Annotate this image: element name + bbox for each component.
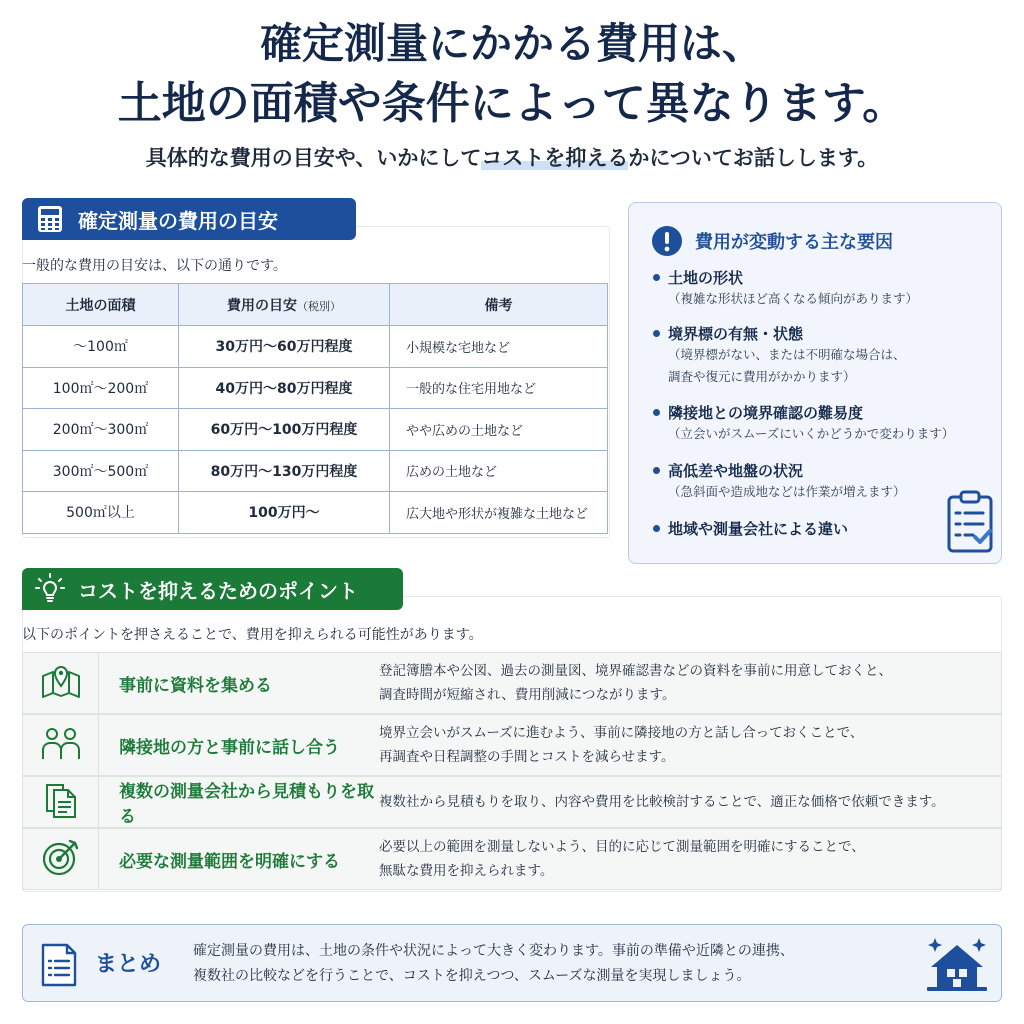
factor-desc-2: 調査や復元に費用がかかります）: [668, 369, 856, 384]
note-cell: 一般的な住宅用地など: [390, 367, 608, 409]
map-pin-icon: [40, 662, 82, 704]
table-row: [23, 326, 608, 368]
area-cell: 200㎡〜300㎡: [23, 409, 179, 451]
subtitle-post: かについてお話しします。: [628, 146, 879, 170]
tip-desc-line1: 境界立会いがスムーズに進むよう、事前に隣接地の方と話し合っておくことで、: [379, 725, 864, 741]
subtitle-pre: 具体的な費用の目安や、いかにして: [145, 146, 482, 170]
tip-row: [22, 776, 1002, 828]
tip-title: 事前に資料を集める: [119, 675, 272, 696]
page-title-line2: 土地の面積や条件によって異なります。: [117, 78, 907, 129]
tip-desc: [379, 659, 1001, 707]
tip-icon-cell: [23, 653, 99, 713]
factor-item: [653, 518, 848, 539]
tips-intro: 以下のポイントを押さえることで、費用を抑えられる可能性があります。: [22, 627, 483, 643]
note-cell: やや広めの土地など: [390, 409, 608, 451]
tip-desc-line2: 調査時間が短縮され、費用削減につながります。: [379, 687, 676, 703]
summary-label: まとめ: [95, 952, 162, 977]
tip-icon-cell: [23, 715, 99, 775]
column-header-cost-label: 費用の目安: [227, 297, 297, 314]
tip-title: 複数の測量会社から見積もりを取る: [119, 782, 374, 827]
factor-title: 土地の形状: [653, 267, 918, 288]
tip-title: 必要な測量範囲を明確にする: [119, 851, 340, 872]
table-row: [23, 409, 608, 451]
cost-intro: 一般的な費用の目安は、以下の通りです。: [22, 258, 287, 274]
factor-title: 隣接地との境界確認の難易度: [653, 402, 954, 423]
area-cell: 100㎡〜200㎡: [23, 367, 179, 409]
summary-text: [193, 939, 913, 989]
tip-desc-line2: 再調査や日程調整の手間とコストを減らせます。: [379, 749, 675, 765]
clipboard-check-icon: [947, 489, 993, 557]
tip-desc: [379, 721, 1001, 769]
people-icon: [40, 725, 82, 765]
factor-title: 境界標の有無・状態: [653, 323, 906, 344]
table-row: [23, 450, 608, 492]
column-header-area: 土地の面積: [23, 284, 179, 326]
factor-item: [653, 323, 906, 388]
subtitle-highlight: コストを抑える: [481, 146, 629, 170]
summary-box: [22, 924, 1002, 1002]
cost-cell: 30万円〜60万円程度: [179, 326, 390, 368]
tips-section-title: コストを抑えるためのポイント: [78, 578, 358, 603]
target-icon: [41, 837, 81, 881]
area-cell: 300㎡〜500㎡: [23, 450, 179, 492]
exclamation-icon: [651, 225, 683, 257]
factor-desc: （立会いがスムーズにいくかどうかで変わります）: [668, 426, 955, 441]
table-header-row: [23, 284, 608, 326]
page-title-line1: 確定測量にかかる費用は、: [259, 19, 764, 68]
tip-desc: 複数社から見積もりを取り、内容や費用を比較検討することで、適正な価格で依頼できます。: [379, 794, 945, 810]
column-header-cost: [179, 284, 390, 326]
tip-row: [22, 828, 1002, 890]
tip-desc-line1: 必要以上の範囲を測量しないよう、目的に応じて測量範囲を明確にすることで、: [379, 839, 865, 855]
note-cell: 広大地や形状が複雑な土地など: [390, 492, 608, 534]
cost-section-title: 確定測量の費用の目安: [78, 208, 278, 233]
column-header-note: 備考: [390, 284, 608, 326]
factor-desc: （複雑な形状ほど高くなる傾向があります）: [668, 291, 919, 306]
note-cell: 小規模な宅地など: [390, 326, 608, 368]
documents-icon: [43, 781, 79, 823]
tip-row: [22, 714, 1002, 776]
factor-title: 地域や測量会社による違い: [653, 518, 848, 539]
area-cell: 500㎡以上: [23, 492, 179, 534]
column-header-tax-note: （税別）: [297, 299, 341, 313]
calculator-icon: [32, 201, 68, 237]
cost-cell: 60万円〜100万円程度: [179, 409, 390, 451]
house-icon: [925, 935, 989, 993]
page-subtitle: [0, 142, 1024, 172]
cost-section-header: [22, 198, 356, 240]
note-cell: 広めの土地など: [390, 450, 608, 492]
cost-cell: 80万円〜130万円程度: [179, 450, 390, 492]
factor-item: [653, 460, 906, 503]
cost-cell: 40万円〜80万円程度: [179, 367, 390, 409]
summary-text-line1: 確定測量の費用は、土地の条件や状況によって大きく変わります。事前の準備や近隣との連携、: [193, 943, 794, 959]
tip-desc: [379, 835, 1001, 883]
cost-factors-panel: [628, 202, 1002, 564]
factor-item: [653, 267, 918, 310]
tip-desc-line2: 無駄な費用を抑えられます。: [379, 863, 554, 879]
cost-cell: 100万円〜: [179, 492, 390, 534]
tip-icon-cell: [23, 777, 99, 827]
tip-icon-cell: [23, 829, 99, 889]
summary-text-line2: 複数社の比較などを行うことで、コストを抑えつつ、スムーズな測量を実現しましょう。: [193, 968, 751, 984]
table-row: [23, 492, 608, 534]
tip-title: 隣接地の方と事前に話し合う: [119, 737, 340, 758]
factor-title: 高低差や地盤の状況: [653, 460, 906, 481]
factor-item: [653, 402, 954, 445]
lightbulb-icon: [32, 571, 68, 607]
factor-desc: （境界標がない、または不明確な場合は、: [668, 347, 906, 362]
factors-title: 費用が変動する主な要因: [695, 232, 893, 253]
factors-title-row: [651, 225, 893, 257]
factor-desc: （急斜面や造成地などは作業が増えます）: [668, 484, 906, 499]
tip-desc-line1: 登記簿謄本や公図、過去の測量図、境界確認書などの資料を事前に用意しておくと、: [379, 663, 892, 679]
table-row: [23, 367, 608, 409]
tip-row: [22, 652, 1002, 714]
cost-table: [22, 283, 608, 534]
tips-section-header: [22, 568, 403, 610]
area-cell: 〜100㎡: [23, 326, 179, 368]
document-list-icon: [39, 943, 79, 987]
